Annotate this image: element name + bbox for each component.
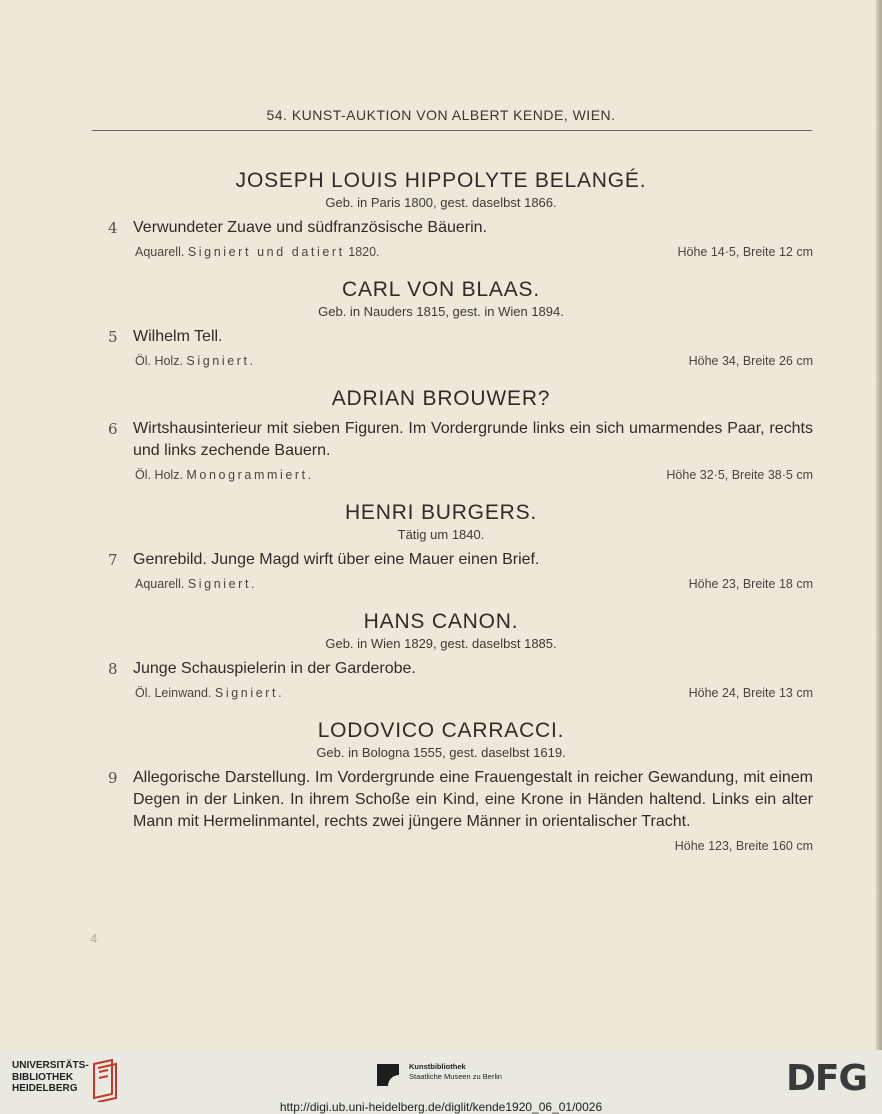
lot-dimensions: Höhe 32·5, Breite 38·5 cm [666, 468, 813, 482]
artist-bio: Geb. in Wien 1829, gest. daselbst 1885. [325, 636, 557, 651]
lot-details [133, 352, 813, 372]
lot-title: Allegorische Darstellung. Im Vordergrunde eine Frauengestalt in reicher Gewandung, mit einem Degen in der Linken. In ihrem Schoße ein Kind, eine Krone in Händen haltend. Links ein alter Mann mit Hermelinmantel, rechts zwei jüngere Männer in orientalischer Tracht. [133, 769, 813, 830]
lot-dimensions: Höhe 34, Breite 26 cm [688, 354, 813, 368]
artist-name: JOSEPH LOUIS HIPPOLYTE BELANGÉ. [235, 169, 647, 192]
artist-bio: Geb. in Nauders 1815, gest. in Wien 1894. [318, 304, 564, 319]
lot-details [133, 466, 813, 486]
lot-title: Verwundeter Zuave und südfranzösische Bäuerin. [133, 219, 487, 236]
lot-entry [0, 767, 882, 857]
lot-title: Junge Schauspielerin in der Garderobe. [133, 660, 416, 677]
lot-details [133, 575, 813, 595]
lot-medium: Aquarell. Signiert. [135, 577, 258, 591]
artist-bio: Geb. in Paris 1800, gest. daselbst 1866. [325, 195, 557, 210]
lot-medium: Aquarell. Signiert und datiert 1820. [135, 245, 380, 259]
lot-title: Genrebild. Junge Magd wirft über eine Mauer einen Brief. [133, 551, 540, 568]
page-mark: 4 [90, 931, 98, 946]
artist-name: HENRI BURGERS. [344, 501, 538, 524]
kunstbibliothek-mark-icon [377, 1064, 399, 1086]
lot-medium: Öl. Holz. Monogrammiert. [135, 468, 314, 482]
lot-number: 5 [108, 328, 118, 346]
lot-number: 7 [108, 551, 118, 569]
artist-entry [0, 277, 882, 372]
lot-medium: Öl. Leinwand. Signiert. [135, 686, 285, 700]
dfg-logo[interactable]: DFG [786, 1058, 868, 1099]
ub-heidelberg-logo[interactable]: UNIVERSITÄTS- BIBLIOTHEK HEIDELBERG [12, 1060, 89, 1094]
lot-dimensions: Höhe 14·5, Breite 12 cm [677, 245, 813, 259]
lot-dimensions: Höhe 24, Breite 13 cm [688, 686, 813, 700]
lot-entry [0, 418, 882, 486]
lot-medium: Öl. Holz. Signiert. [135, 354, 256, 368]
catalog-content [0, 168, 882, 871]
lot-number: 9 [108, 769, 118, 787]
artist-name: CARL VON BLAAS. [342, 278, 540, 301]
artist-entry [0, 609, 882, 704]
lot-entry [0, 549, 882, 595]
lot-number: 8 [108, 660, 118, 678]
lot-entry [0, 326, 882, 372]
header-rule [92, 130, 812, 131]
lot-dimensions: Höhe 123, Breite 160 cm [674, 839, 813, 853]
running-head: 54. KUNST-AUKTION VON ALBERT KENDE, WIEN. [266, 107, 616, 123]
artist-entry [0, 718, 882, 857]
lot-entry [0, 658, 882, 704]
lot-dimensions: Höhe 23, Breite 18 cm [688, 577, 813, 591]
lot-title: Wilhelm Tell. [133, 328, 223, 345]
lot-details [133, 837, 813, 857]
artist-entry [0, 500, 882, 595]
lot-details [133, 243, 813, 263]
source-url[interactable]: http://digi.ub.uni-heidelberg.de/diglit/kende1920_06_01/0026 [279, 1100, 603, 1114]
artist-bio: Geb. in Bologna 1555, gest. daselbst 1619. [316, 745, 566, 760]
lot-entry [0, 217, 882, 263]
lot-title: Wirtshausinterieur mit sieben Figuren. Im Vordergrunde links ein sich umarmendes Paar, rechts und links zechende Bauern. [133, 420, 813, 459]
artist-name: ADRIAN BROUWER? [331, 387, 551, 410]
ub-book-icon [90, 1058, 120, 1102]
artist-name: HANS CANON. [363, 610, 519, 633]
lot-number: 4 [108, 219, 118, 237]
footer-bar: UNIVERSITÄTS- BIBLIOTHEK HEIDELBERG Kunstbibliothek Staatliche Museen zu Berlin DFG [0, 1050, 882, 1114]
artist-name: LODOVICO CARRACCI. [317, 719, 565, 742]
artist-bio: Tätig um 1840. [397, 527, 485, 542]
artist-entry [0, 168, 882, 263]
lot-details [133, 684, 813, 704]
artist-entry [0, 386, 882, 486]
lot-number: 6 [108, 420, 118, 438]
